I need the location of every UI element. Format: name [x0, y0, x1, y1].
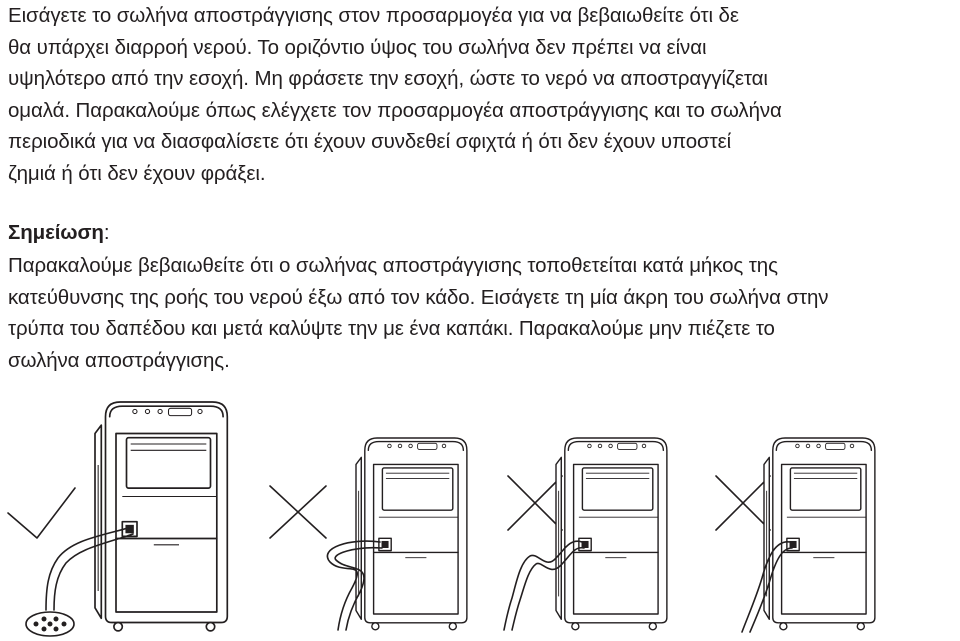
dehumidifier-unit: [95, 402, 227, 631]
note-heading-colon: :: [103, 221, 110, 244]
figure-incorrect-raised: [716, 438, 875, 632]
note-paragraph: [8, 250, 958, 376]
paragraph-line: περιοδικά για να διασφαλίσετε ότι έχουν συνδεθεί σφιχτά ή ότι δεν έχουν υποστεί: [8, 130, 732, 153]
note-heading: [8, 217, 958, 249]
figure-incorrect-wavy: [504, 438, 667, 630]
cross-mark-icon: [270, 486, 326, 538]
dehumidifier-unit: [356, 438, 467, 630]
dehumidifier-unit: [556, 438, 667, 630]
note-line: σωλήνα αποστράγγισης.: [8, 348, 230, 372]
check-mark-icon: [8, 488, 75, 538]
floor-drain-icon: [26, 612, 74, 636]
cross-mark-icon: [716, 476, 770, 530]
figure-incorrect-loop: [270, 438, 467, 630]
paragraph-line: ομαλά. Παρακαλούμε όπως ελέγχετε τον προσαρμογέα αποστράγγισης και το σωλήνα: [8, 98, 782, 122]
paragraph-line: υψηλότερο από την εσοχή. Μη φράσετε την εσοχή, ώστε το νερό να αποστραγγίζεται: [8, 67, 768, 90]
note-line: κατεύθυνσης της ροής του νερού έξω από τον κάδο. Εισάγετε τη μία άκρη του σωλήνα στην: [8, 285, 829, 309]
figure-correct: [8, 402, 227, 636]
note-heading-label: Σημείωση: [8, 221, 104, 244]
paragraph-line: Εισάγετε το σωλήνα αποστράγγισης στον προσαρμογέα για να βεβαιωθείτε ότι δε: [8, 4, 739, 27]
cross-mark-icon: [508, 476, 562, 530]
paragraph-line: ζημιά ή ότι δεν έχουν φράξει.: [8, 161, 266, 185]
instructions-paragraph: [8, 0, 958, 189]
dehumidifier-unit: [764, 438, 875, 630]
note-line: τρύπα του δαπέδου και μετά καλύψτε την με ένα καπάκι. Παρακαλούμε μην πιέζετε το: [8, 317, 775, 340]
note-line: Παρακαλούμε βεβαιωθείτε ότι ο σωλήνας αποστράγγισης τοποθετείται κατά μήκος της: [8, 254, 778, 277]
drain-hose-illustrations: [0, 388, 960, 641]
paragraph-line: θα υπάρχει διαρροή νερού. Το οριζόντιο ύψος του σωλήνα δεν πρέπει να είναι: [8, 35, 707, 59]
